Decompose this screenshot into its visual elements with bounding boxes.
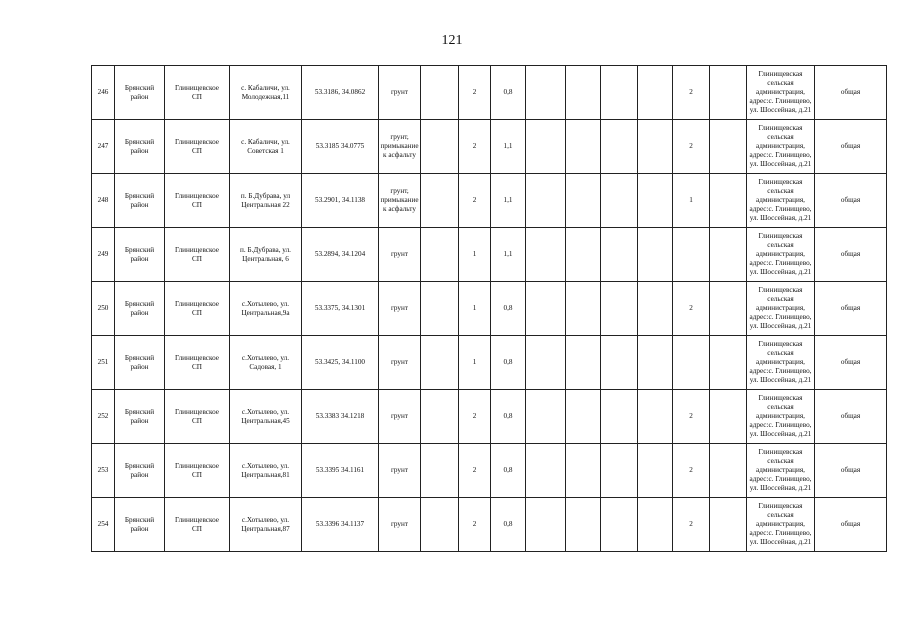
column-12-cell [601,228,638,282]
column-9-cell: 1,1 [491,120,526,174]
surface-type-cell: грунт [379,66,421,120]
district-cell: Брянский район [115,336,165,390]
ownership-cell: общая [815,120,887,174]
registry-table [91,65,887,552]
column-15-cell [710,174,747,228]
settlement-cell: Глинищевское СП [165,120,230,174]
row-number-cell: 254 [92,498,115,552]
address-cell: п. Б.Дубрава, ул. Центральная, 6 [230,228,302,282]
column-13-cell [638,120,673,174]
column-7-cell [421,120,459,174]
table-body [92,66,887,552]
column-15-cell [710,336,747,390]
settlement-cell: Глинищевское СП [165,282,230,336]
column-12-cell [601,66,638,120]
column-9-cell: 0,8 [491,336,526,390]
district-cell: Брянский район [115,498,165,552]
coordinates-cell: 53.3395 34.1161 [302,444,379,498]
column-12-cell [601,336,638,390]
column-7-cell [421,498,459,552]
column-8-cell: 1 [459,228,491,282]
settlement-cell: Глинищевское СП [165,174,230,228]
column-15-cell [710,228,747,282]
ownership-cell: общая [815,282,887,336]
column-10-cell [526,228,566,282]
column-9-cell: 0,8 [491,444,526,498]
column-10-cell [526,282,566,336]
row-number-cell: 253 [92,444,115,498]
column-15-cell [710,282,747,336]
column-11-cell [566,498,601,552]
column-9-cell: 0,8 [491,66,526,120]
ownership-cell: общая [815,390,887,444]
row-number-cell: 248 [92,174,115,228]
coordinates-cell: 53.3185 34.0775 [302,120,379,174]
column-13-cell [638,444,673,498]
row-number-cell: 246 [92,66,115,120]
column-11-cell [566,174,601,228]
surface-type-cell: грунт, примыкание к асфальту [379,174,421,228]
surface-type-cell: грунт, примыкание к асфальту [379,120,421,174]
column-11-cell [566,228,601,282]
column-8-cell: 2 [459,498,491,552]
column-14-cell: 2 [673,282,710,336]
column-8-cell: 1 [459,336,491,390]
surface-type-cell: грунт [379,390,421,444]
district-cell: Брянский район [115,444,165,498]
column-10-cell [526,498,566,552]
ownership-cell: общая [815,498,887,552]
column-9-cell: 0,8 [491,390,526,444]
ownership-cell: общая [815,228,887,282]
column-13-cell [638,228,673,282]
address-cell: с. Кабаличи, ул. Советская 1 [230,120,302,174]
column-13-cell [638,390,673,444]
row-number-cell: 251 [92,336,115,390]
column-11-cell [566,282,601,336]
district-cell: Брянский район [115,174,165,228]
ownership-cell: общая [815,444,887,498]
column-7-cell [421,66,459,120]
settlement-cell: Глинищевское СП [165,336,230,390]
settlement-cell: Глинищевское СП [165,498,230,552]
organization-cell: Глинищевская сельская администрация, адрес:с. Глинищево, ул. Шоссейная, д.21 [747,228,815,282]
column-14-cell [673,228,710,282]
page-number: 121 [441,33,463,48]
coordinates-cell: 53.3425, 34.1100 [302,336,379,390]
column-7-cell [421,282,459,336]
surface-type-cell: грунт [379,498,421,552]
column-11-cell [566,66,601,120]
column-10-cell [526,120,566,174]
column-12-cell [601,390,638,444]
row-number-cell: 250 [92,282,115,336]
column-8-cell: 2 [459,444,491,498]
row-number-cell: 252 [92,390,115,444]
ownership-cell: общая [815,174,887,228]
surface-type-cell: грунт [379,336,421,390]
column-14-cell: 2 [673,390,710,444]
address-cell: с.Хотылево, ул. Центральная,81 [230,444,302,498]
column-7-cell [421,174,459,228]
column-9-cell: 1,1 [491,228,526,282]
column-10-cell [526,336,566,390]
address-cell: с.Хотылево, ул. Центральная,45 [230,390,302,444]
column-11-cell [566,444,601,498]
column-10-cell [526,390,566,444]
column-12-cell [601,498,638,552]
table-row [92,228,887,282]
row-number-cell: 249 [92,228,115,282]
district-cell: Брянский район [115,66,165,120]
column-8-cell: 2 [459,390,491,444]
column-14-cell: 2 [673,498,710,552]
address-cell: п. Б.Дубрава, ул Центральная 22 [230,174,302,228]
district-cell: Брянский район [115,228,165,282]
address-cell: с. Кабаличи, ул. Молодежная,11 [230,66,302,120]
column-10-cell [526,66,566,120]
coordinates-cell: 53.3396 34.1137 [302,498,379,552]
organization-cell: Глинищевская сельская администрация, адрес:с. Глинищево, ул. Шоссейная, д.21 [747,282,815,336]
organization-cell: Глинищевская сельская администрация, адрес:с. Глинищево, ул. Шоссейная, д.21 [747,66,815,120]
table-row [92,120,887,174]
table-row [92,336,887,390]
column-9-cell: 1,1 [491,174,526,228]
coordinates-cell: 53.3375, 34.1301 [302,282,379,336]
column-10-cell [526,444,566,498]
ownership-cell: общая [815,336,887,390]
column-14-cell: 2 [673,444,710,498]
column-13-cell [638,174,673,228]
column-12-cell [601,282,638,336]
column-14-cell: 2 [673,66,710,120]
row-number-cell: 247 [92,120,115,174]
address-cell: с.Хотылево, ул. Центральная,87 [230,498,302,552]
column-9-cell: 0,8 [491,282,526,336]
surface-type-cell: грунт [379,228,421,282]
column-8-cell: 2 [459,174,491,228]
table-row [92,390,887,444]
settlement-cell: Глинищевское СП [165,390,230,444]
organization-cell: Глинищевская сельская администрация, адрес:с. Глинищево, ул. Шоссейная, д.21 [747,336,815,390]
column-15-cell [710,498,747,552]
column-15-cell [710,390,747,444]
organization-cell: Глинищевская сельская администрация, адрес:с. Глинищево, ул. Шоссейная, д.21 [747,390,815,444]
coordinates-cell: 53.2901, 34.1138 [302,174,379,228]
organization-cell: Глинищевская сельская администрация, адрес:с. Глинищево, ул. Шоссейная, д.21 [747,498,815,552]
district-cell: Брянский район [115,282,165,336]
column-8-cell: 1 [459,282,491,336]
column-7-cell [421,390,459,444]
column-13-cell [638,336,673,390]
column-15-cell [710,444,747,498]
ownership-cell: общая [815,66,887,120]
organization-cell: Глинищевская сельская администрация, адрес:с. Глинищево, ул. Шоссейная, д.21 [747,444,815,498]
coordinates-cell: 53.3383 34.1218 [302,390,379,444]
column-12-cell [601,120,638,174]
address-cell: с.Хотылево, ул. Садовая, 1 [230,336,302,390]
column-7-cell [421,228,459,282]
surface-type-cell: грунт [379,282,421,336]
table-row [92,498,887,552]
column-11-cell [566,390,601,444]
table-row [92,174,887,228]
column-12-cell [601,444,638,498]
table-row [92,66,887,120]
column-11-cell [566,336,601,390]
table-row [92,282,887,336]
column-14-cell [673,336,710,390]
column-12-cell [601,174,638,228]
column-9-cell: 0,8 [491,498,526,552]
coordinates-cell: 53.3186, 34.0862 [302,66,379,120]
address-cell: с.Хотылево, ул. Центральная,9а [230,282,302,336]
column-10-cell [526,174,566,228]
settlement-cell: Глинищевское СП [165,228,230,282]
column-13-cell [638,66,673,120]
column-14-cell: 1 [673,174,710,228]
column-15-cell [710,66,747,120]
column-15-cell [710,120,747,174]
column-8-cell: 2 [459,120,491,174]
column-13-cell [638,498,673,552]
organization-cell: Глинищевская сельская администрация, адрес:с. Глинищево, ул. Шоссейная, д.21 [747,174,815,228]
settlement-cell: Глинищевское СП [165,66,230,120]
district-cell: Брянский район [115,120,165,174]
column-7-cell [421,336,459,390]
column-7-cell [421,444,459,498]
organization-cell: Глинищевская сельская администрация, адрес:с. Глинищево, ул. Шоссейная, д.21 [747,120,815,174]
settlement-cell: Глинищевское СП [165,444,230,498]
coordinates-cell: 53.2894, 34.1204 [302,228,379,282]
table-row [92,444,887,498]
column-13-cell [638,282,673,336]
column-14-cell: 2 [673,120,710,174]
district-cell: Брянский район [115,390,165,444]
surface-type-cell: грунт [379,444,421,498]
column-8-cell: 2 [459,66,491,120]
column-11-cell [566,120,601,174]
